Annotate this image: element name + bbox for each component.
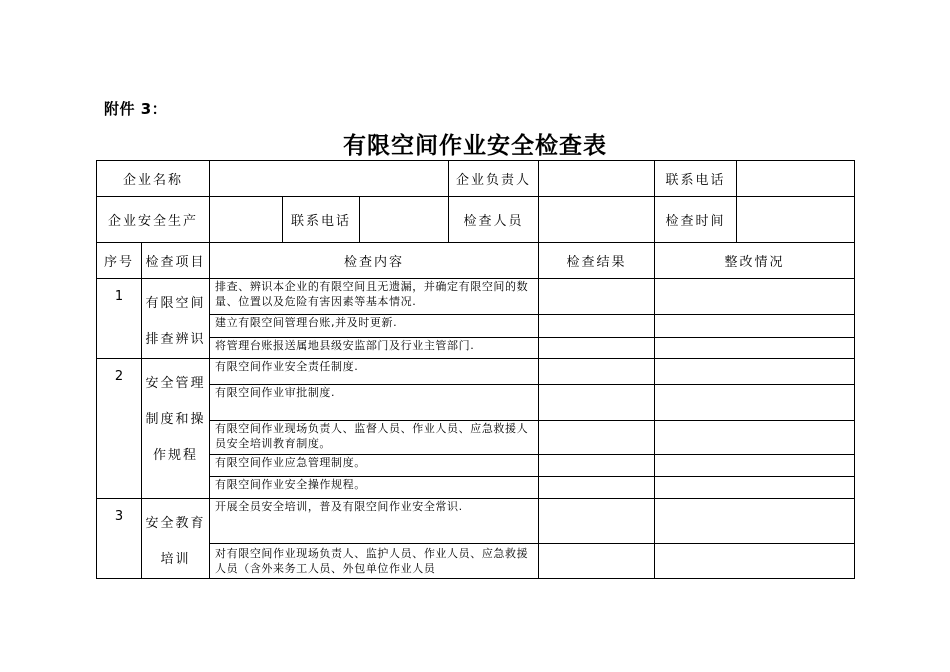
check-content: 有限空间作业审批制度.	[210, 385, 539, 421]
column-header-row	[97, 243, 855, 279]
check-content: 开展全员安全培训，普及有限空间作业安全常识.	[210, 499, 539, 544]
result-cell[interactable]	[539, 499, 655, 544]
table-row	[97, 385, 855, 421]
attachment-label: 附件 3：	[104, 100, 168, 118]
company-name-label: 企业名称	[97, 161, 210, 197]
company-name-field[interactable]	[210, 161, 449, 197]
safety-field[interactable]	[210, 197, 283, 243]
section-item	[142, 499, 210, 579]
inspector-label: 检查人员	[449, 197, 539, 243]
header-row-company	[97, 161, 855, 197]
inspection-time-label: 检查时间	[655, 197, 737, 243]
section-item-line: 有限空间	[145, 296, 206, 311]
check-content: 将管理台账报送属地县级安监部门及行业主管部门.	[210, 338, 539, 359]
column-header-no: 序号	[97, 243, 142, 279]
phone-label: 联系电话	[655, 161, 737, 197]
rectification-cell[interactable]	[655, 499, 855, 544]
section-item	[142, 279, 210, 359]
inspection-table	[96, 160, 855, 579]
section-item-line: 安全教育	[145, 516, 206, 531]
company-head-field[interactable]	[539, 161, 655, 197]
phone-field[interactable]	[360, 197, 449, 243]
column-header-content: 检查内容	[210, 243, 539, 279]
table-row	[97, 455, 855, 477]
section-item-line: 安全管理	[145, 376, 206, 391]
check-content: 有限空间作业安全操作规程。	[210, 477, 539, 499]
result-cell[interactable]	[539, 455, 655, 477]
result-cell[interactable]	[539, 421, 655, 455]
check-content: 对有限空间作业现场负责人、监护人员、作业人员、应急救援人员（含外来务工人员、外包单位作业人员	[210, 544, 539, 579]
result-cell[interactable]	[539, 279, 655, 315]
check-content: 排查、辨识本企业的有限空间且无遗漏，并确定有限空间的数量、位置以及危险有害因素等基本情况.	[210, 279, 539, 315]
section-number: 3	[97, 499, 142, 579]
section-item-line: 作规程	[153, 448, 199, 463]
phone-label: 联系电话	[283, 197, 360, 243]
section-item-line: 制度和操	[145, 412, 206, 427]
section-number: 2	[97, 359, 142, 499]
column-header-rectification: 整改情况	[655, 243, 855, 279]
rectification-cell[interactable]	[655, 477, 855, 499]
table-row	[97, 477, 855, 499]
rectification-cell[interactable]	[655, 385, 855, 421]
result-cell[interactable]	[539, 315, 655, 338]
phone-field[interactable]	[737, 161, 855, 197]
safety-label: 企业安全生产	[97, 197, 210, 243]
result-cell[interactable]	[539, 359, 655, 385]
rectification-cell[interactable]	[655, 421, 855, 455]
header-row-safety	[97, 197, 855, 243]
table-row	[97, 421, 855, 455]
column-header-item: 检查项目	[142, 243, 210, 279]
result-cell[interactable]	[539, 338, 655, 359]
column-header-result: 检查结果	[539, 243, 655, 279]
result-cell[interactable]	[539, 477, 655, 499]
result-cell[interactable]	[539, 544, 655, 579]
check-content: 有限空间作业现场负责人、监督人员、作业人员、应急救援人员安全培训教育制度。	[210, 421, 539, 455]
rectification-cell[interactable]	[655, 455, 855, 477]
section-item-line: 培训	[160, 552, 191, 567]
section-item-line: 排查辨识	[145, 332, 206, 347]
section-item	[142, 359, 210, 499]
table-row	[97, 279, 855, 315]
company-head-label: 企业负责人	[449, 161, 539, 197]
table-row	[97, 544, 855, 579]
inspector-field[interactable]	[539, 197, 655, 243]
check-content: 有限空间作业安全责任制度.	[210, 359, 539, 385]
check-content: 有限空间作业应急管理制度。	[210, 455, 539, 477]
table-row	[97, 315, 855, 338]
table-row	[97, 338, 855, 359]
rectification-cell[interactable]	[655, 544, 855, 579]
result-cell[interactable]	[539, 385, 655, 421]
rectification-cell[interactable]	[655, 359, 855, 385]
page-title: 有限空间作业安全检查表	[343, 133, 607, 159]
inspection-time-field[interactable]	[737, 197, 855, 243]
check-content: 建立有限空间管理台账,并及时更新.	[210, 315, 539, 338]
section-number: 1	[97, 279, 142, 359]
rectification-cell[interactable]	[655, 338, 855, 359]
rectification-cell[interactable]	[655, 279, 855, 315]
table-row	[97, 359, 855, 385]
table-row	[97, 499, 855, 544]
rectification-cell[interactable]	[655, 315, 855, 338]
